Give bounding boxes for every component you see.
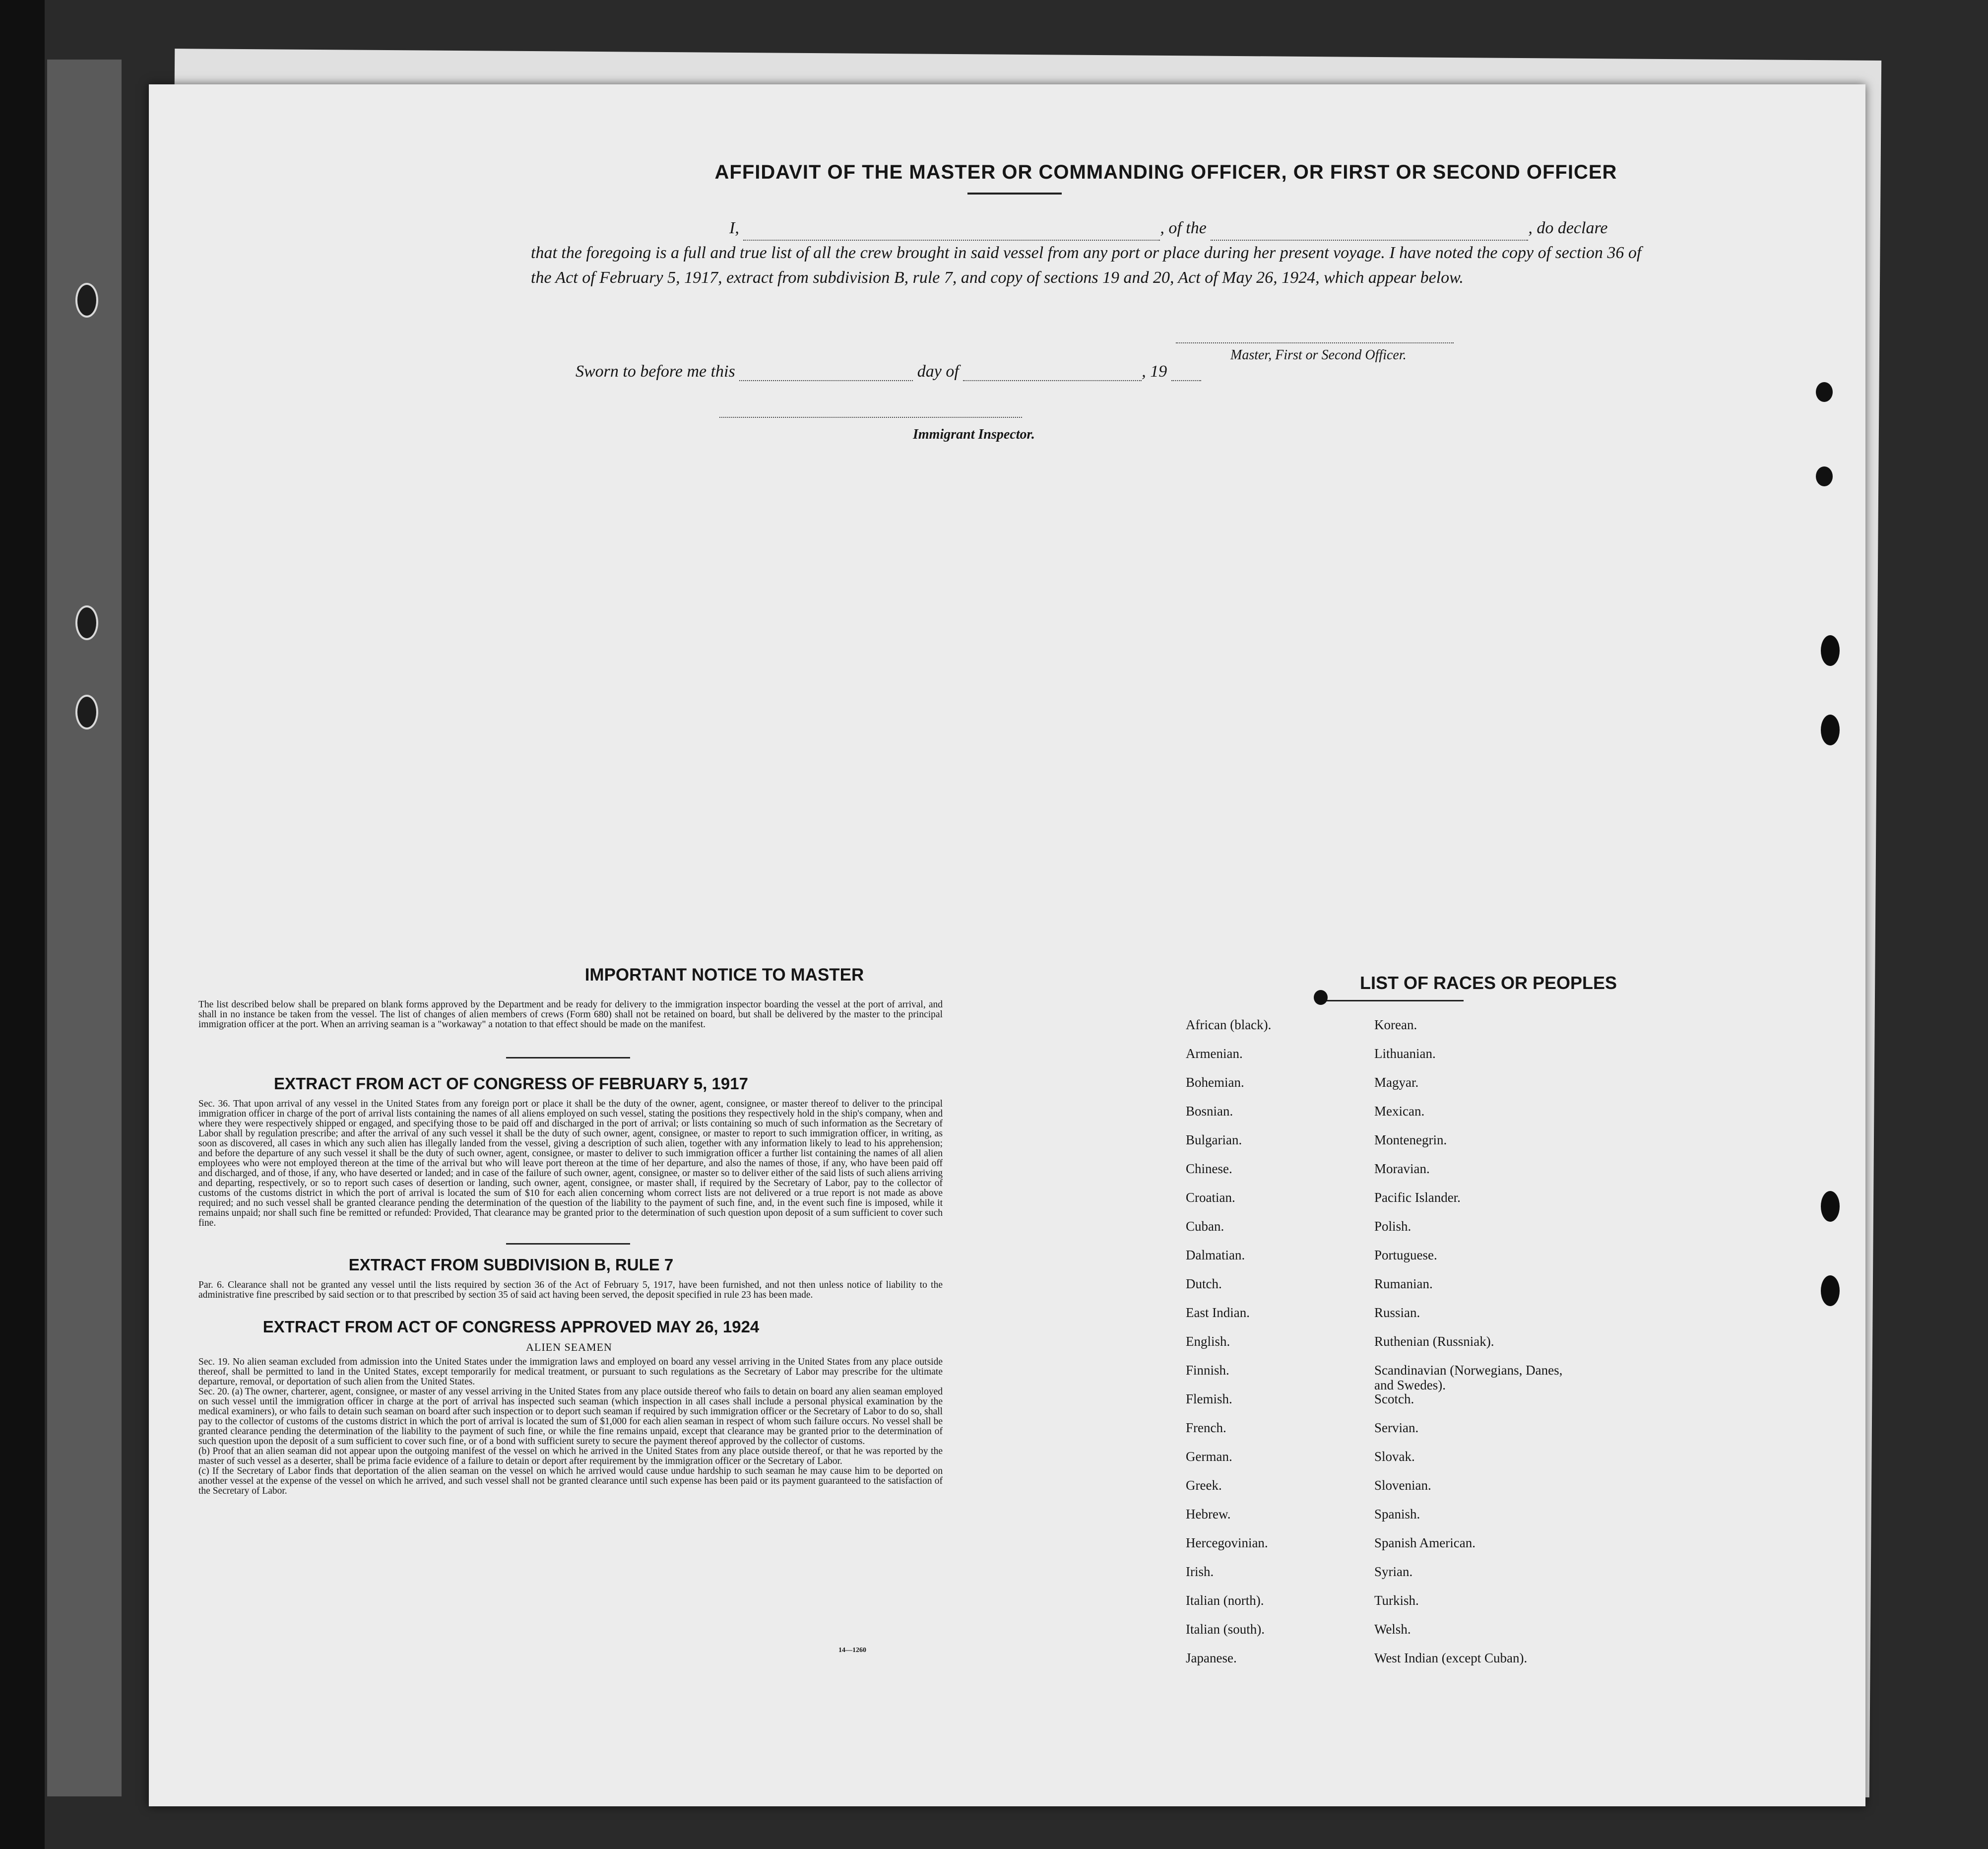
declare-label: , do declare xyxy=(1528,219,1608,237)
extract-1917-text: Sec. 36. That upon arrival of any vessel in the United States from any foreign port or place it shall be the duty of the owner, agent, consignee, or master thereof to deliver to the principal immigration officer in charge of the port of arrival lists containing the names of all aliens employed on such vessel, stating the positions they respectively hold in the ship's company, when and where they were respectively shipped or engaged, and specifying those to be paid off and discharged in the port of arrival; or lists containing so much of such information as the Secretary of Labor shall by regulation prescribe; and after the arrival of any such vessel it shall be the duty of such owner, agent, consignee, or master to report to such immigration officer, in writing, as soon as discovered, all cases in which any such alien has illegally landed from the vessel, giving a description of such alien, together with any information likely to lead to his apprehension; and before the departure of any such vessel it shall be the duty of such owner, agent, consignee, or master to deliver to such immigration officer a further list containing the names of all alien employees who were not employed thereon at the time of the arrival but who will leave port thereon at the time of her departure, and also the names of those, if any, who have been paid off and discharged, and of those, if any, who have deserted or landed; and in case of the failure of such owner, agent, consignee, or master so to deliver either of the said lists of such aliens arriving and departing, respectively, or so to report such cases of desertion or landing, such owner, agent, consignee, or master shall, if required by the Secretary of Labor, pay to the collector of customs of the customs district in which the port of arrival is located the sum of $10 for each alien concerning whom correct lists are not delivered or a true report is not made as above required; and no such vessel shall be granted clearance pending the determination of the question of the liability to the payment of such fine, and, in the event such fine is imposed, while it remains unpaid; nor shall such fine be remitted or refunded: Provided, That clearance may be granted prior to the determination of such question upon deposit of a sum sufficient to cover such fine. xyxy=(198,1099,943,1228)
notice-text: The list described below shall be prepared on blank forms approved by the Department and be ready for delivery to the immigration inspector boarding the vessel at the port of arrival, and shall in no instance be taken from the vessel. The list of changes of alien members of crews (Form 680) shall not be retained on board, but shall be delivered by the master to the principal immigration officer at the port. When an arriving seaman is a "workaway" a notation to that effect should be made on the manifest. xyxy=(198,999,943,1030)
race-item: Cuban. xyxy=(1186,1219,1224,1234)
races-rule xyxy=(1325,1000,1464,1001)
punch-hole-right xyxy=(1821,635,1840,666)
race-item: African (black). xyxy=(1186,1017,1272,1032)
race-item: Rumanian. xyxy=(1374,1276,1433,1291)
races-column-2 xyxy=(1374,1017,1583,1679)
sworn-prefix: Sworn to before me this xyxy=(576,362,735,381)
section-19: Sec. 19. No alien seaman excluded from admission into the United States under the immigration laws and employed on board any vessel arriving in the United States from any place outside thereof, shall be permitted to land in the United States, except temporarily for medical treatment, or pursuant to such regulations as the Secretary of Labor may prescribe for the ultimate departure, removal, or deportation of such alien from the United States. xyxy=(198,1357,943,1387)
race-item: Spanish. xyxy=(1374,1507,1420,1521)
title-rule xyxy=(967,193,1062,195)
race-item: Finnish. xyxy=(1186,1363,1229,1378)
form-page xyxy=(149,84,1865,1806)
race-item: Japanese. xyxy=(1186,1651,1237,1665)
sworn-year-label: , 19 xyxy=(1142,362,1167,381)
binder-strip xyxy=(47,60,122,1796)
race-item: Ruthenian (Russniak). xyxy=(1374,1334,1494,1349)
extract-rule7-title: EXTRACT FROM SUBDIVISION B, RULE 7 xyxy=(348,1255,674,1274)
race-item: English. xyxy=(1186,1334,1230,1349)
affidavit-title: AFFIDAVIT OF THE MASTER OR COMMANDING OFFICER, OR FIRST OR SECOND OFFICER xyxy=(714,161,1617,183)
sworn-day-label: day of xyxy=(917,362,959,381)
section-20c: (c) If the Secretary of Labor finds that deportation of the alien seaman on the vessel on which he arrived would cause undue hardship to such seaman he may cause him to be deported on another vessel at the expense of the vessel on which he arrived, and such vessel shall not be granted clearance until such expense has been paid or its payment guaranteed to the satisfaction of the Secretary of Labor. xyxy=(198,1466,943,1496)
vessel-name-field[interactable] xyxy=(1211,224,1528,241)
master-signature-line[interactable] xyxy=(1176,342,1454,343)
race-item: Syrian. xyxy=(1374,1564,1413,1579)
form-number: 14—1260 xyxy=(838,1647,866,1654)
punch-hole-left xyxy=(75,605,98,640)
race-item: Hebrew. xyxy=(1186,1507,1231,1521)
extract-1917-title: EXTRACT FROM ACT OF CONGRESS OF FEBRUARY 5, 1917 xyxy=(274,1074,748,1093)
race-item: Irish. xyxy=(1186,1564,1214,1579)
race-item: Italian (north). xyxy=(1186,1593,1264,1608)
race-item: Spanish American. xyxy=(1374,1535,1475,1550)
ink-blot xyxy=(1314,990,1328,1005)
race-item: Scotch. xyxy=(1374,1391,1414,1406)
declaration-line-1 xyxy=(531,216,1647,241)
race-item: Croatian. xyxy=(1186,1190,1235,1205)
race-item: Bulgarian. xyxy=(1186,1132,1242,1147)
notice-title: IMPORTANT NOTICE TO MASTER xyxy=(584,965,864,985)
race-item: Dutch. xyxy=(1186,1276,1222,1291)
race-item: Bosnian. xyxy=(1186,1104,1233,1119)
sworn-line xyxy=(576,362,1201,381)
race-item: Lithuanian. xyxy=(1374,1046,1436,1061)
race-item: French. xyxy=(1186,1420,1226,1435)
section-rule xyxy=(506,1243,630,1245)
master-signature-caption: Master, First or Second Officer. xyxy=(1230,347,1407,363)
race-item: Servian. xyxy=(1374,1420,1419,1435)
declaration-text: that the foregoing is a full and true list of all the crew brought in said vessel from any port or place during her present voyage. I have noted the copy of section 36 of the Act of February 5, 1917, extract from subdivision B, rule 7, and copy of sections 19 and 20, Act of May 26, 1924, which appear below. xyxy=(531,244,1642,287)
races-column-1 xyxy=(1186,1017,1374,1679)
extract-rule7-text: Par. 6. Clearance shall not be granted any vessel until the lists required by section 36 of the Act of February 5, 1917, have been furnished, and not then unless notice of liability to the administrative fine prescribed by said section or to that prescribed by section 35 of said act having been served, the deposit specified in rule 23 has been made. xyxy=(198,1280,943,1300)
section-20a: Sec. 20. (a) The owner, charterer, agent, consignee, or master of any vessel arriving in the United States from any place outside thereof who fails to detain on board any alien seaman employed on such vessel until the immigration officer in charge at the port of arrival has inspected such seaman (which inspection in all cases shall include a personal physical examination by the medical examiners), or who fails to detain such seaman on board after such inspection or to deport such seaman if required by such immigration officer or the Secretary of Labor to do so, shall pay to the collector of customs of the customs district in which the port of arrival is located the sum of $1,000 for each alien seaman in respect of whom such failure occurs. No vessel shall be granted clearance pending the determination of the liability to the payment of such fine, or while the fine remains unpaid, except that clearance may be granted prior to the determination of such question upon the deposit of a sum sufficient to cover such fine, or of a bond with sufficient surety to secure the payment thereof approved by the collector of customs. xyxy=(198,1387,943,1447)
declarant-name-field[interactable] xyxy=(743,224,1160,241)
race-item: Welsh. xyxy=(1374,1622,1411,1637)
extract-1924-subtitle: ALIEN SEAMEN xyxy=(526,1341,612,1353)
race-item: Korean. xyxy=(1374,1017,1417,1032)
race-item: Bohemian. xyxy=(1186,1075,1244,1090)
sworn-date-field[interactable] xyxy=(739,364,913,381)
punch-hole-right xyxy=(1821,1275,1840,1306)
race-item: Slovak. xyxy=(1374,1449,1415,1464)
race-item: Magyar. xyxy=(1374,1075,1419,1090)
race-item: Russian. xyxy=(1374,1305,1420,1320)
punch-hole-left xyxy=(75,283,98,318)
section-rule xyxy=(506,1057,630,1058)
races-title: LIST OF RACES OR PEOPLES xyxy=(1359,973,1617,993)
ink-blot xyxy=(1816,382,1833,402)
punch-hole-left xyxy=(75,695,98,729)
film-edge xyxy=(0,0,45,1849)
race-item: Flemish. xyxy=(1186,1391,1232,1406)
race-item: Slovenian. xyxy=(1374,1478,1431,1493)
race-item: Portuguese. xyxy=(1374,1248,1437,1262)
race-item: Turkish. xyxy=(1374,1593,1419,1608)
inspector-signature-line[interactable] xyxy=(719,417,1022,418)
race-item: Pacific Islander. xyxy=(1374,1190,1461,1205)
ink-blot xyxy=(1816,466,1833,486)
race-item: German. xyxy=(1186,1449,1232,1464)
race-item: Armenian. xyxy=(1186,1046,1243,1061)
race-item: Mexican. xyxy=(1374,1104,1425,1119)
race-item: Moravian. xyxy=(1374,1161,1430,1176)
race-item: Montenegrin. xyxy=(1374,1132,1447,1147)
race-item: Hercegovinian. xyxy=(1186,1535,1268,1550)
extract-1924-text xyxy=(198,1357,943,1496)
declarant-label: I, xyxy=(729,219,739,237)
race-item: West Indian (except Cuban). xyxy=(1374,1651,1528,1665)
race-item: Scandinavian (Norwegians, Danes, and Swedes). xyxy=(1374,1363,1563,1392)
section-20b: (b) Proof that an alien seaman did not appear upon the outgoing manifest of the vessel on which he arrived in the United States from any place outside thereof, or that he was reported by the master of such vessel as a deserter, shall be prima facie evidence of a failure to detain or deport after requirement by the immigration officer or the Secretary of Labor. xyxy=(198,1446,943,1466)
punch-hole-right xyxy=(1821,1191,1840,1222)
extract-1924-title: EXTRACT FROM ACT OF CONGRESS APPROVED MAY 26, 1924 xyxy=(262,1318,760,1336)
race-item: East Indian. xyxy=(1186,1305,1250,1320)
punch-hole-right xyxy=(1821,715,1840,745)
race-item: Italian (south). xyxy=(1186,1622,1265,1637)
race-item: Greek. xyxy=(1186,1478,1222,1493)
race-item: Chinese. xyxy=(1186,1161,1232,1176)
inspector-signature-caption: Immigrant Inspector. xyxy=(913,427,1035,442)
vessel-label: , of the xyxy=(1160,219,1207,237)
declaration-block xyxy=(531,216,1647,290)
sworn-year-field[interactable] xyxy=(1171,364,1201,381)
race-item: Dalmatian. xyxy=(1186,1248,1245,1262)
race-item: Polish. xyxy=(1374,1219,1411,1234)
sworn-month-field[interactable] xyxy=(963,364,1142,381)
